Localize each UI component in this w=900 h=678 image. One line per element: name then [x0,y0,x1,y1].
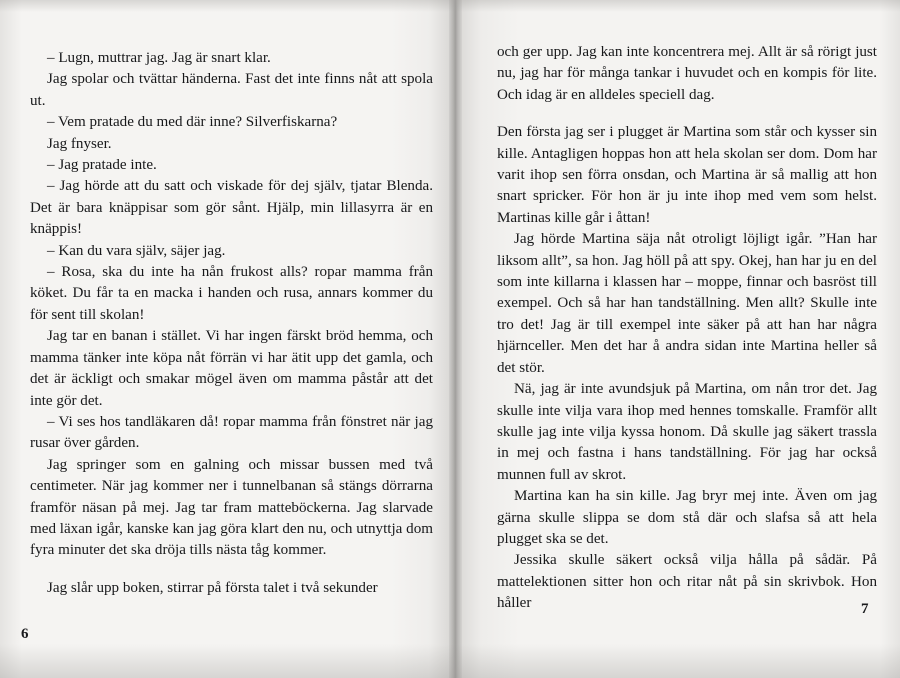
paragraph: Den första jag ser i plugget är Martina som står och kysser sin kille. Antagligen hoppas hon att hela skolan ser dom. Dom har varit ihop sen förra onsdan, och Martina är så mallig att hon snart spricker. För hon är ju inte ihop med vem som helst. Martinas kille går i åttan! [497,124,877,226]
paragraph: Jag fnyser. [47,135,112,152]
right-page-text-column [497,42,877,615]
paragraph: – Lugn, muttrar jag. Jag är snart klar. [47,50,271,66]
book-gutter [449,0,462,678]
page-bottom-shadow [0,644,900,678]
paragraph: – Jag pratade inte. [47,157,157,174]
paragraph: Jag tar en banan i stället. Vi har ingen färskt bröd hemma, och mamma tänker inte köpa nåt förrän vi har ätit upp det gamla, och det är äckligt och smakar mögel även om mamma påstår att det inte gör det. [30,328,433,409]
paragraph: – Kan du vara själv, säjer jag. [47,242,226,259]
paragraph: Jag slår upp boken, stirrar på första talet i två sekunder [47,579,378,596]
paragraph: – Vi ses hos tandläkaren då! ropar mamma från fönstret när jag rusar över gården. [30,413,433,452]
page-number-left: 6 [21,626,29,642]
paragraph: – Vem pratade du med där inne? Silverfiskarna? [47,114,338,131]
page-number-right: 7 [861,601,869,617]
paragraph: Jag hörde Martina säja nåt otroligt löjligt igår. ”Han har liksom allt”, sa hon. Jag höll på att spy. Okej, han har ju en del som inte killarna i klassen har – moppe, finnar och basröst till exempel. Och så har han tandställning. Men allt? Skulle inte tro det! Jag är till exempel inte säker på att han har några hjärnceller. Men det har å andra sidan inte Martina heller så det stör. [497,231,877,376]
paragraph: – Jag hörde att du satt och viskade för dej själv, tjatar Blenda. Det är bara knäppisar som gör sånt. Hjälp, min lillasyrra är en knäppis! [30,178,433,238]
paragraph: Jag spolar och tvättar händerna. Fast det inte finns nåt att spola ut. [30,71,433,109]
paragraph: och ger upp. Jag kan inte koncentrera mej. Allt är så rörigt just nu, jag har för många tankar i huvudet och en kompis för lite. Och idag är en alldeles speciell dag. [497,44,877,103]
paragraph: Jag springer som en galning och missar bussen med två centimeter. När jag kommer ner i tunnelbanan så stängs dörrarna framför näsan på mej. Jag tar fram matteböckerna. Jag slarvade med läxan igår, kanske kan jag göra klart den nu, och utnyttja dom fyra minuter det ska dröja tills nästa tåg kommer. [30,456,433,559]
paragraph: Nä, jag är inte avundsjuk på Martina, om nån tror det. Jag skulle inte vilja vara ihop med hennes tomskalle. Framför allt skulle jag inte vilja kyssa honom. Då skulle jag säkert trassla in mej och fastna i hans tandställning. För jag har också munnen full av skrot. [497,381,877,483]
paragraph: – Rosa, ska du inte ha nån frukost alls? ropar mamma från köket. Du får ta en macka i handen och rusa, annars kommer du för sent till skolan! [30,264,433,323]
paragraph: Martina kan ha sin kille. Jag bryr mej inte. Även om jag gärna skulle slippa se dom stå där och slafsa så att hela plugget ska se det. [497,488,877,547]
paragraph: Jessika skulle säkert också vilja hålla på sådär. På mattelektionen sitter hon och ritar nåt på sin skrivbok. Hon håller [497,552,877,612]
page-top-shadow [0,0,900,12]
left-page-text-column [30,48,433,599]
